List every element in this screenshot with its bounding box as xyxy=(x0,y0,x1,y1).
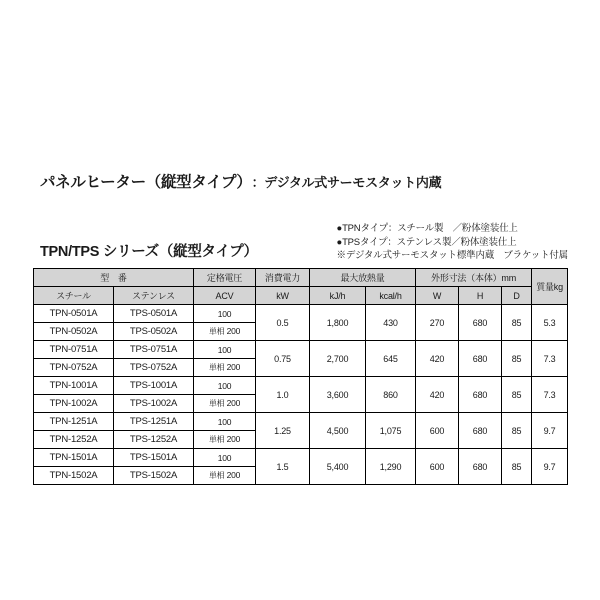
page-title-main: パネルヒーター（縦型タイプ） xyxy=(40,174,252,191)
table-row xyxy=(34,377,568,395)
voltage-phase-label: 単相 xyxy=(208,327,225,336)
cell-heat-kcalh: 1,075 xyxy=(366,413,416,449)
cell-model-stainless: TPS-1002A xyxy=(114,395,194,413)
series-heading: TPN/TPS シリーズ（縦型タイプ） xyxy=(40,244,258,260)
cell-dim-h: 680 xyxy=(459,377,502,413)
note-line-1: ●TPNタイプ：スチール製 ／粉体塗装仕上 xyxy=(336,223,518,234)
cell-rated-voltage: 単相 200 xyxy=(194,395,256,413)
cell-rated-voltage: 100 xyxy=(194,377,256,395)
cell-power-kw: 1.25 xyxy=(256,413,310,449)
cell-heat-kjh: 1,800 xyxy=(310,305,366,341)
group-header-cell: 消費電力 xyxy=(256,269,310,287)
spec-table xyxy=(33,268,568,485)
cell-heat-kjh: 4,500 xyxy=(310,413,366,449)
cell-model-steel: TPN-0752A xyxy=(34,359,114,377)
cell-dim-h: 680 xyxy=(459,413,502,449)
cell-dim-d: 85 xyxy=(502,377,532,413)
group-header-cell: 外形寸法（本体）mm xyxy=(416,269,532,287)
cell-mass: 5.3 xyxy=(532,305,568,341)
cell-heat-kcalh: 860 xyxy=(366,377,416,413)
cell-model-steel: TPN-1502A xyxy=(34,467,114,485)
cell-rated-voltage: 単相 200 xyxy=(194,431,256,449)
cell-dim-h: 680 xyxy=(459,341,502,377)
cell-model-steel: TPN-1001A xyxy=(34,377,114,395)
sub-header-cell: kcal/h xyxy=(366,287,416,305)
cell-dim-h: 680 xyxy=(459,305,502,341)
table-row xyxy=(34,341,568,359)
cell-mass: 9.7 xyxy=(532,449,568,485)
voltage-phase-label: 単相 xyxy=(208,435,225,444)
cell-rated-voltage: 単相 200 xyxy=(194,359,256,377)
cell-heat-kjh: 5,400 xyxy=(310,449,366,485)
table-row xyxy=(34,413,568,431)
cell-dim-h: 680 xyxy=(459,449,502,485)
product-notes xyxy=(337,222,568,263)
cell-dim-w: 600 xyxy=(416,413,459,449)
group-header-cell: 定格電圧 xyxy=(194,269,256,287)
cell-rated-voltage: 100 xyxy=(194,449,256,467)
cell-mass: 9.7 xyxy=(532,413,568,449)
cell-heat-kcalh: 645 xyxy=(366,341,416,377)
note-line-3: ※デジタル式サーモスタット標準内蔵 ブラケット付属 xyxy=(336,250,568,261)
cell-model-stainless: TPS-1251A xyxy=(114,413,194,431)
cell-power-kw: 0.5 xyxy=(256,305,310,341)
cell-power-kw: 0.75 xyxy=(256,341,310,377)
cell-rated-voltage: 100 xyxy=(194,305,256,323)
sub-header-cell: スチール xyxy=(34,287,114,305)
cell-rated-voltage: 100 xyxy=(194,413,256,431)
sub-header-cell: kJ/h xyxy=(310,287,366,305)
cell-mass: 7.3 xyxy=(532,341,568,377)
table-row xyxy=(34,449,568,467)
sub-header-cell: ステンレス xyxy=(114,287,194,305)
sub-header-cell: W xyxy=(416,287,459,305)
cell-heat-kjh: 2,700 xyxy=(310,341,366,377)
cell-dim-w: 420 xyxy=(416,341,459,377)
cell-rated-voltage: 単相 200 xyxy=(194,323,256,341)
cell-dim-d: 85 xyxy=(502,449,532,485)
cell-heat-kcalh: 430 xyxy=(366,305,416,341)
sub-header-cell: H xyxy=(459,287,502,305)
note-line-2: ●TPSタイプ：ステンレス製／粉体塗装仕上 xyxy=(336,236,517,248)
group-header-cell: 質量kg xyxy=(532,269,568,305)
spec-table-wrapper xyxy=(33,268,567,485)
cell-model-stainless: TPS-0752A xyxy=(114,359,194,377)
cell-model-stainless: TPS-1502A xyxy=(114,467,194,485)
cell-power-kw: 1.0 xyxy=(256,377,310,413)
table-sub-header-row xyxy=(34,287,568,305)
cell-model-stainless: TPS-0502A xyxy=(114,323,194,341)
sub-header-cell: kW xyxy=(256,287,310,305)
group-header-cell: 型 番 xyxy=(34,269,194,287)
cell-model-steel: TPN-1002A xyxy=(34,395,114,413)
cell-model-steel: TPN-1252A xyxy=(34,431,114,449)
cell-dim-d: 85 xyxy=(502,305,532,341)
voltage-phase-label: 単相 xyxy=(208,471,225,480)
cell-model-steel: TPN-0751A xyxy=(34,341,114,359)
cell-model-stainless: TPS-0501A xyxy=(114,305,194,323)
cell-dim-w: 600 xyxy=(416,449,459,485)
table-row xyxy=(34,305,568,323)
group-header-cell: 最大放熱量 xyxy=(310,269,416,287)
cell-model-stainless: TPS-0751A xyxy=(114,341,194,359)
table-group-header-row xyxy=(34,269,568,287)
page-title-sub: ：デジタル式サーモスタット内蔵 xyxy=(251,175,442,190)
sub-header-cell: D xyxy=(502,287,532,305)
voltage-phase-label: 単相 xyxy=(208,399,225,408)
cell-dim-w: 270 xyxy=(416,305,459,341)
cell-model-steel: TPN-1251A xyxy=(34,413,114,431)
cell-model-stainless: TPS-1501A xyxy=(114,449,194,467)
cell-heat-kcalh: 1,290 xyxy=(366,449,416,485)
cell-model-stainless: TPS-1001A xyxy=(114,377,194,395)
cell-heat-kjh: 3,600 xyxy=(310,377,366,413)
cell-model-steel: TPN-0501A xyxy=(34,305,114,323)
cell-model-stainless: TPS-1252A xyxy=(114,431,194,449)
cell-dim-d: 85 xyxy=(502,413,532,449)
cell-model-steel: TPN-1501A xyxy=(34,449,114,467)
cell-power-kw: 1.5 xyxy=(256,449,310,485)
cell-model-steel: TPN-0502A xyxy=(34,323,114,341)
cell-rated-voltage: 単相 200 xyxy=(194,467,256,485)
cell-mass: 7.3 xyxy=(532,377,568,413)
cell-dim-d: 85 xyxy=(502,341,532,377)
cell-dim-w: 420 xyxy=(416,377,459,413)
cell-rated-voltage: 100 xyxy=(194,341,256,359)
page-title xyxy=(40,170,570,192)
voltage-phase-label: 単相 xyxy=(208,363,225,372)
sub-header-cell: ACV xyxy=(194,287,256,305)
